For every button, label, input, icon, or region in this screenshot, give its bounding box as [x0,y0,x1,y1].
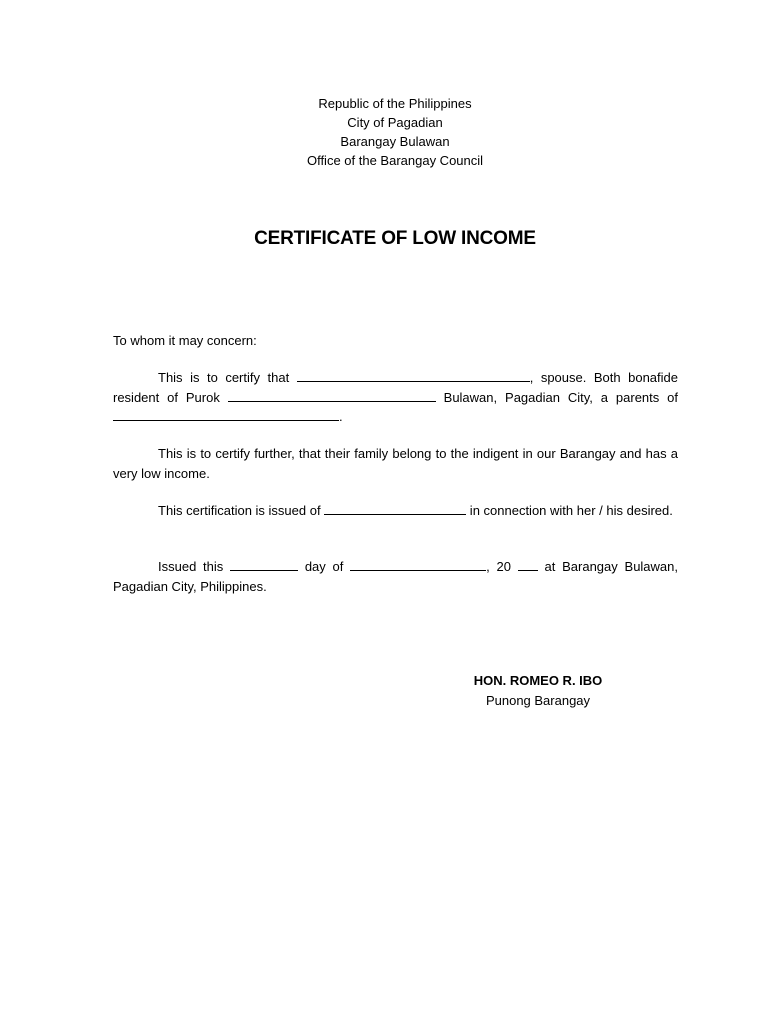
document-title: CERTIFICATE OF LOW INCOME [254,228,536,249]
paragraph3-text-b: in connection with her / his desired. [466,503,673,518]
paragraph1-text-c: Bulawan, Pagadian City, a parents of [435,389,679,405]
letterhead [0,94,768,170]
purok-blank [228,389,436,402]
paragraph1-text-a: This is to certify that [158,370,297,385]
day-blank [230,558,298,571]
issuance-paragraph [113,557,678,596]
purpose-blank [324,502,466,515]
paragraph4-text-b: day of [298,559,351,574]
letterhead-country: Republic of the Philippines [318,96,472,111]
year-blank [518,558,538,571]
paragraph1-text-b: , spouse. Both bonafide resident of Purok [113,370,678,405]
signature-block [440,671,636,711]
certification-paragraph [113,368,678,427]
paragraph4-text-d: at Barangay Bulawan, Pagadian City, Philippines. [113,559,679,594]
letterhead-barangay: Barangay Bulawan [340,134,450,149]
name-blank [297,369,530,382]
salutation: To whom it may concern: [113,333,257,348]
indigent-paragraph: This is to certify further, that their family belong to the indigent in our Barangay and has a very low income. [113,446,678,481]
month-blank [350,558,486,571]
paragraph3-text-a: This certification is issued of [158,503,325,518]
letterhead-city: City of Pagadian [347,115,443,130]
purpose-paragraph [113,501,678,521]
paragraph4-text-a: Issued this [158,559,231,574]
paragraph1-text-d: . [339,409,343,424]
signatory-position: Punong Barangay [485,693,591,708]
parents-of-blank [113,408,339,421]
signatory-name: HON. ROMEO R. IBO [473,673,603,688]
letterhead-office: Office of the Barangay Council [306,153,484,168]
paragraph4-text-c: , 20 [486,559,518,574]
